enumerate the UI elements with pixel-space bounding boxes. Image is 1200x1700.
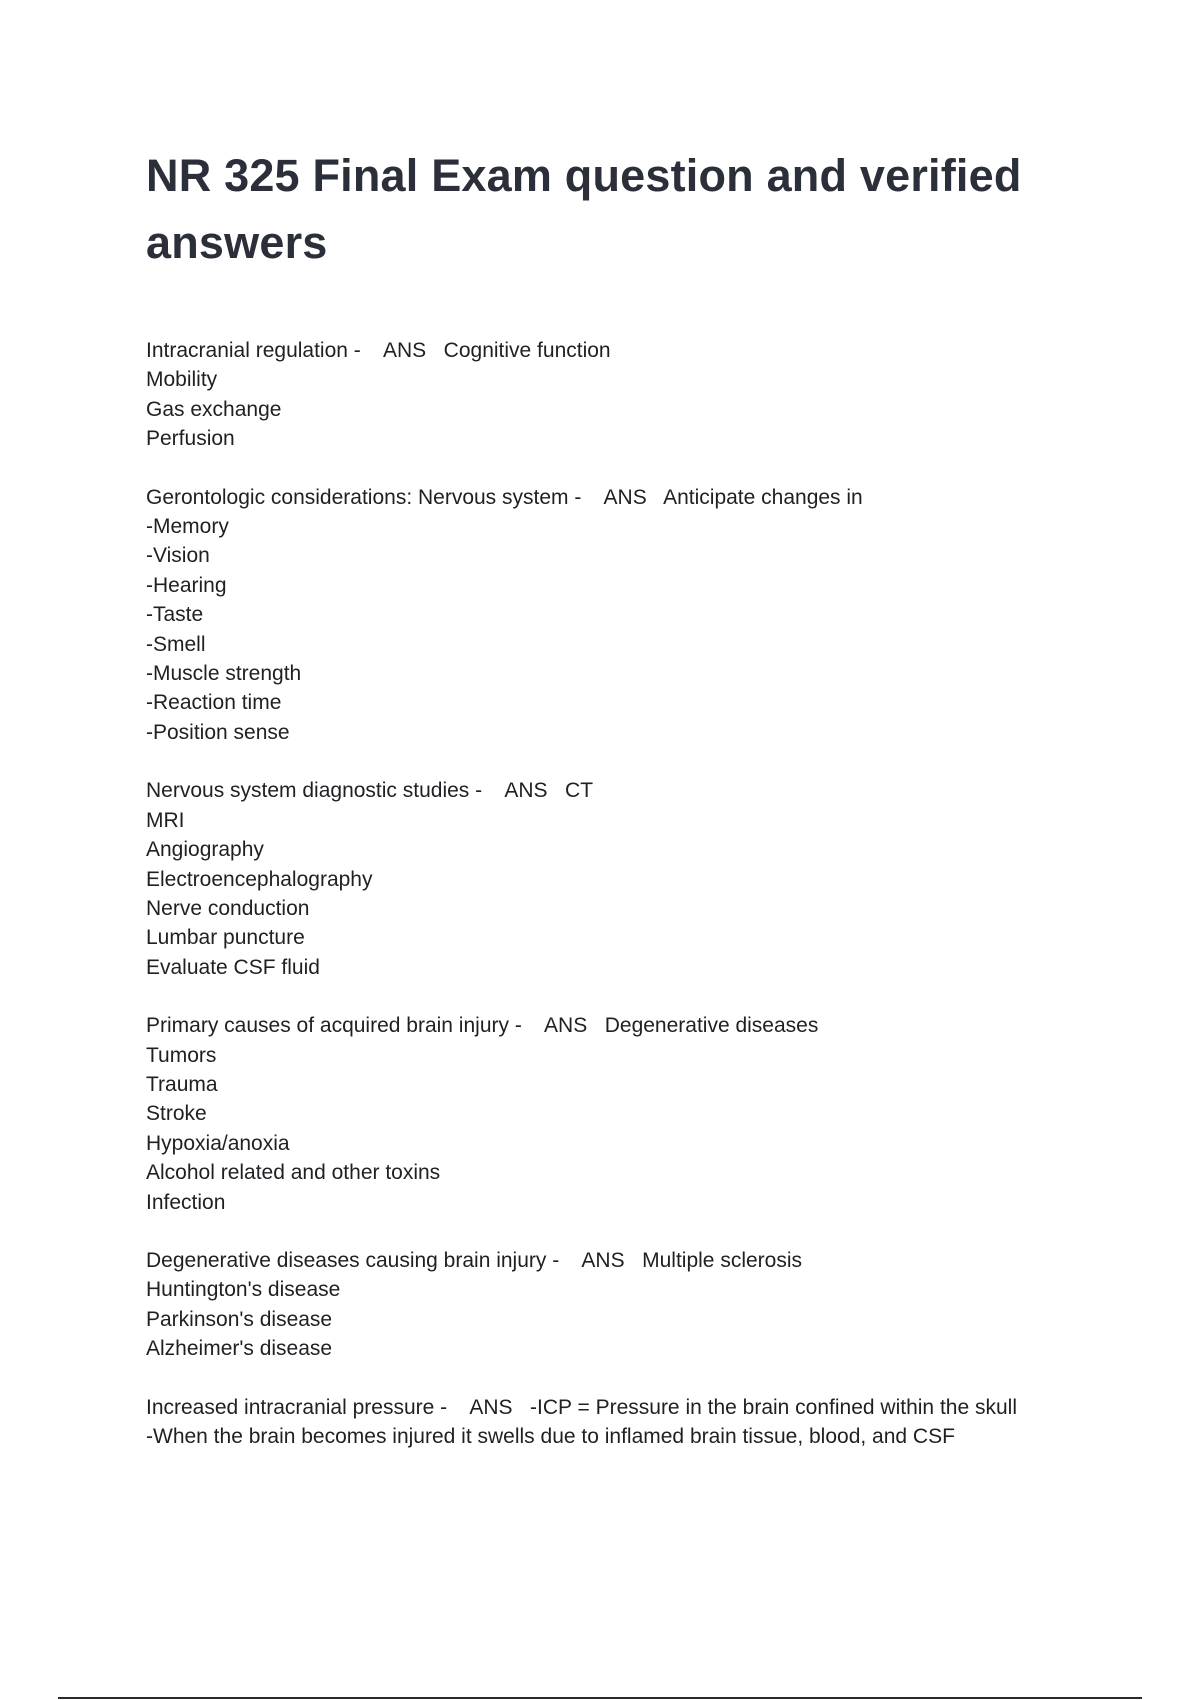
ans-label: ANS <box>581 1248 625 1272</box>
answer-line: -Hearing <box>146 573 227 597</box>
qa-entry <box>146 1393 1146 1452</box>
answer-line: Parkinson's disease <box>146 1307 333 1331</box>
answer-text: Cognitive function <box>443 339 611 362</box>
question-text: Increased intracranial pressure - <box>146 1395 448 1419</box>
answer-line: Electroencephalography <box>146 867 373 891</box>
answer-line: Tumors <box>146 1043 217 1067</box>
answer-line: -Position sense <box>146 720 290 744</box>
answer-line: Trauma <box>146 1072 218 1096</box>
answer-line: Stroke <box>146 1102 207 1126</box>
answer-line: MRI <box>146 808 185 832</box>
question-text: Gerontologic considerations: Nervous system - <box>146 485 582 509</box>
answer-line: Huntington's disease <box>146 1278 341 1302</box>
answer-line: -When the brain becomes injured it swells due to inflamed brain tissue, blood, and CSF <box>146 1425 955 1448</box>
ans-label: ANS <box>544 1014 588 1038</box>
answer-line: -Taste <box>146 603 204 627</box>
answer-text: -ICP = Pressure in the brain confined within the skull <box>530 1395 1017 1419</box>
answer-line: Perfusion <box>146 427 235 451</box>
question-text: Nervous system diagnostic studies - <box>146 779 483 803</box>
ans-label: ANS <box>469 1395 513 1419</box>
answer-line: -Smell <box>146 632 206 656</box>
answer-line: Hypoxia/anoxia <box>146 1131 290 1155</box>
answer-line: -Muscle strength <box>146 662 302 686</box>
qa-question-line <box>146 1246 1146 1275</box>
qa-entry <box>146 336 1146 454</box>
qa-question-line <box>146 1393 1146 1422</box>
answer-line: Nerve conduction <box>146 896 310 920</box>
qa-question-line <box>146 776 1146 805</box>
answer-text: CT <box>565 779 594 803</box>
answer-line: Infection <box>146 1190 226 1214</box>
qa-question-line <box>146 483 1146 512</box>
answer-line: Evaluate CSF fluid <box>146 955 320 979</box>
answer-line: -Vision <box>146 544 210 568</box>
qa-question-line <box>146 1011 1146 1040</box>
question-text: Intracranial regulation - <box>146 339 361 362</box>
ans-label: ANS <box>603 485 647 509</box>
page-title: NR 325 Final Exam question and verified answers <box>146 150 1022 268</box>
answer-line: Angiography <box>146 838 264 862</box>
ans-label: ANS <box>504 779 548 803</box>
qa-entry <box>146 776 1146 982</box>
ans-label: ANS <box>382 339 427 362</box>
answer-text: Degenerative diseases <box>604 1014 819 1038</box>
qa-question-line <box>146 336 1146 365</box>
answer-line: Gas exchange <box>146 397 282 421</box>
answer-line: Alcohol related and other toxins <box>146 1161 441 1185</box>
answer-line: -Reaction time <box>146 691 282 715</box>
qa-entry <box>146 1011 1146 1217</box>
qa-list <box>146 336 1146 1480</box>
answer-text: Anticipate changes in <box>663 485 863 509</box>
page-bottom-divider <box>58 1697 1142 1699</box>
answer-text: Multiple sclerosis <box>642 1248 803 1272</box>
qa-entry <box>146 483 1146 748</box>
answer-line: Mobility <box>146 368 218 392</box>
question-text: Degenerative diseases causing brain injury - <box>146 1248 560 1272</box>
answer-line: Alzheimer's disease <box>146 1337 333 1361</box>
qa-entry <box>146 1246 1146 1364</box>
answer-line: Lumbar puncture <box>146 926 305 950</box>
answer-line: -Memory <box>146 515 229 539</box>
question-text: Primary causes of acquired brain injury - <box>146 1014 522 1038</box>
